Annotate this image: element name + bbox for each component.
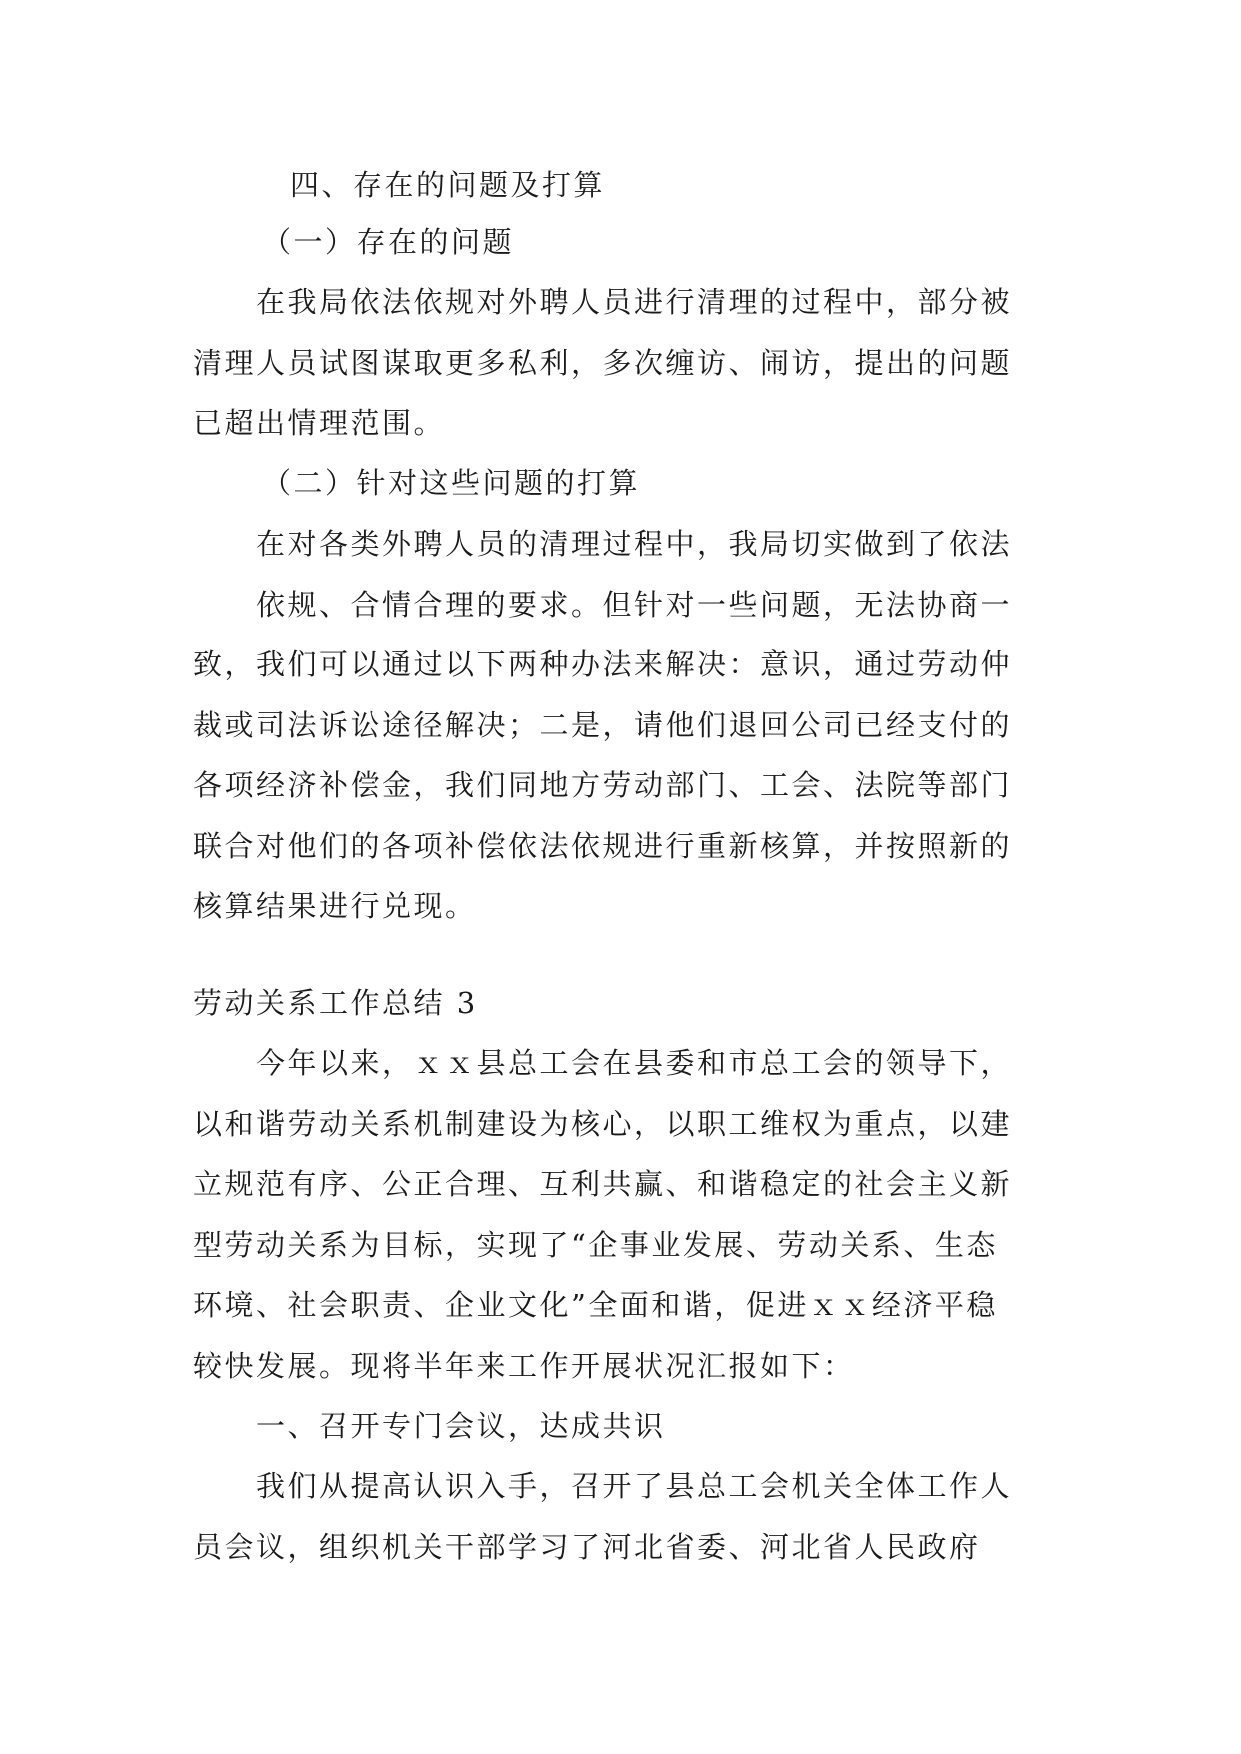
paragraph-line: 以和谐劳动关系机制建设为核心，以职工维权为重点，以建: [193, 1107, 1013, 1141]
paragraph-line: 联合对他们的各项补偿依法依规进行重新核算，并按照新的: [193, 829, 1013, 863]
subsection-heading: （一）存在的问题: [262, 225, 515, 259]
paragraph-line: 依规、合情合理的要求。但针对一些问题，无法协商一: [256, 588, 1013, 622]
paragraph-line: 我们从提高认识入手，召开了县总工会机关全体工作人: [256, 1469, 1013, 1503]
paragraph-line: 清理人员试图谋取更多私利，多次缠访、闹访，提出的问题: [193, 346, 1013, 380]
section-heading: 四、存在的问题及打算: [290, 168, 606, 202]
paragraph-line: 今年以来，ｘｘ县总工会在县委和市总工会的领导下，: [256, 1046, 1013, 1080]
paragraph-line: 型劳动关系为目标，实现了“企事业发展、劳动关系、生态: [193, 1228, 998, 1262]
paragraph-line: 员会议，组织机关干部学习了河北省委、河北省人民政府: [193, 1530, 981, 1564]
point-heading: 一、召开专门会议，达成共识: [256, 1409, 666, 1443]
subsection-heading: （二）针对这些问题的打算: [262, 466, 641, 500]
paragraph-line: 较快发展。现将半年来工作开展状况汇报如下：: [193, 1349, 855, 1383]
paragraph-line: 立规范有序、公正合理、互利共赢、和谐稳定的社会主义新: [193, 1167, 1013, 1201]
summary-title: 劳动关系工作总结 3: [193, 986, 478, 1020]
paragraph-line: 各项经济补偿金，我们同地方劳动部门、工会、法院等部门: [193, 768, 1013, 802]
paragraph-line: 环境、社会职责、企业文化”全面和谐，促进ｘｘ经济平稳: [193, 1288, 998, 1322]
paragraph-line: 在我局依法依规对外聘人员进行清理的过程中，部分被: [256, 285, 1013, 319]
paragraph-line: 在对各类外聘人员的清理过程中，我局切实做到了依法: [256, 527, 1013, 561]
paragraph-line: 核算结果进行兑现。: [193, 889, 477, 923]
paragraph-line: 已超出情理范围。: [193, 406, 446, 440]
paragraph-line: 致，我们可以通过以下两种办法来解决：意识，通过劳动仲: [193, 647, 1013, 681]
paragraph-line: 裁或司法诉讼途径解决；二是，请他们退回公司已经支付的: [193, 708, 1013, 742]
